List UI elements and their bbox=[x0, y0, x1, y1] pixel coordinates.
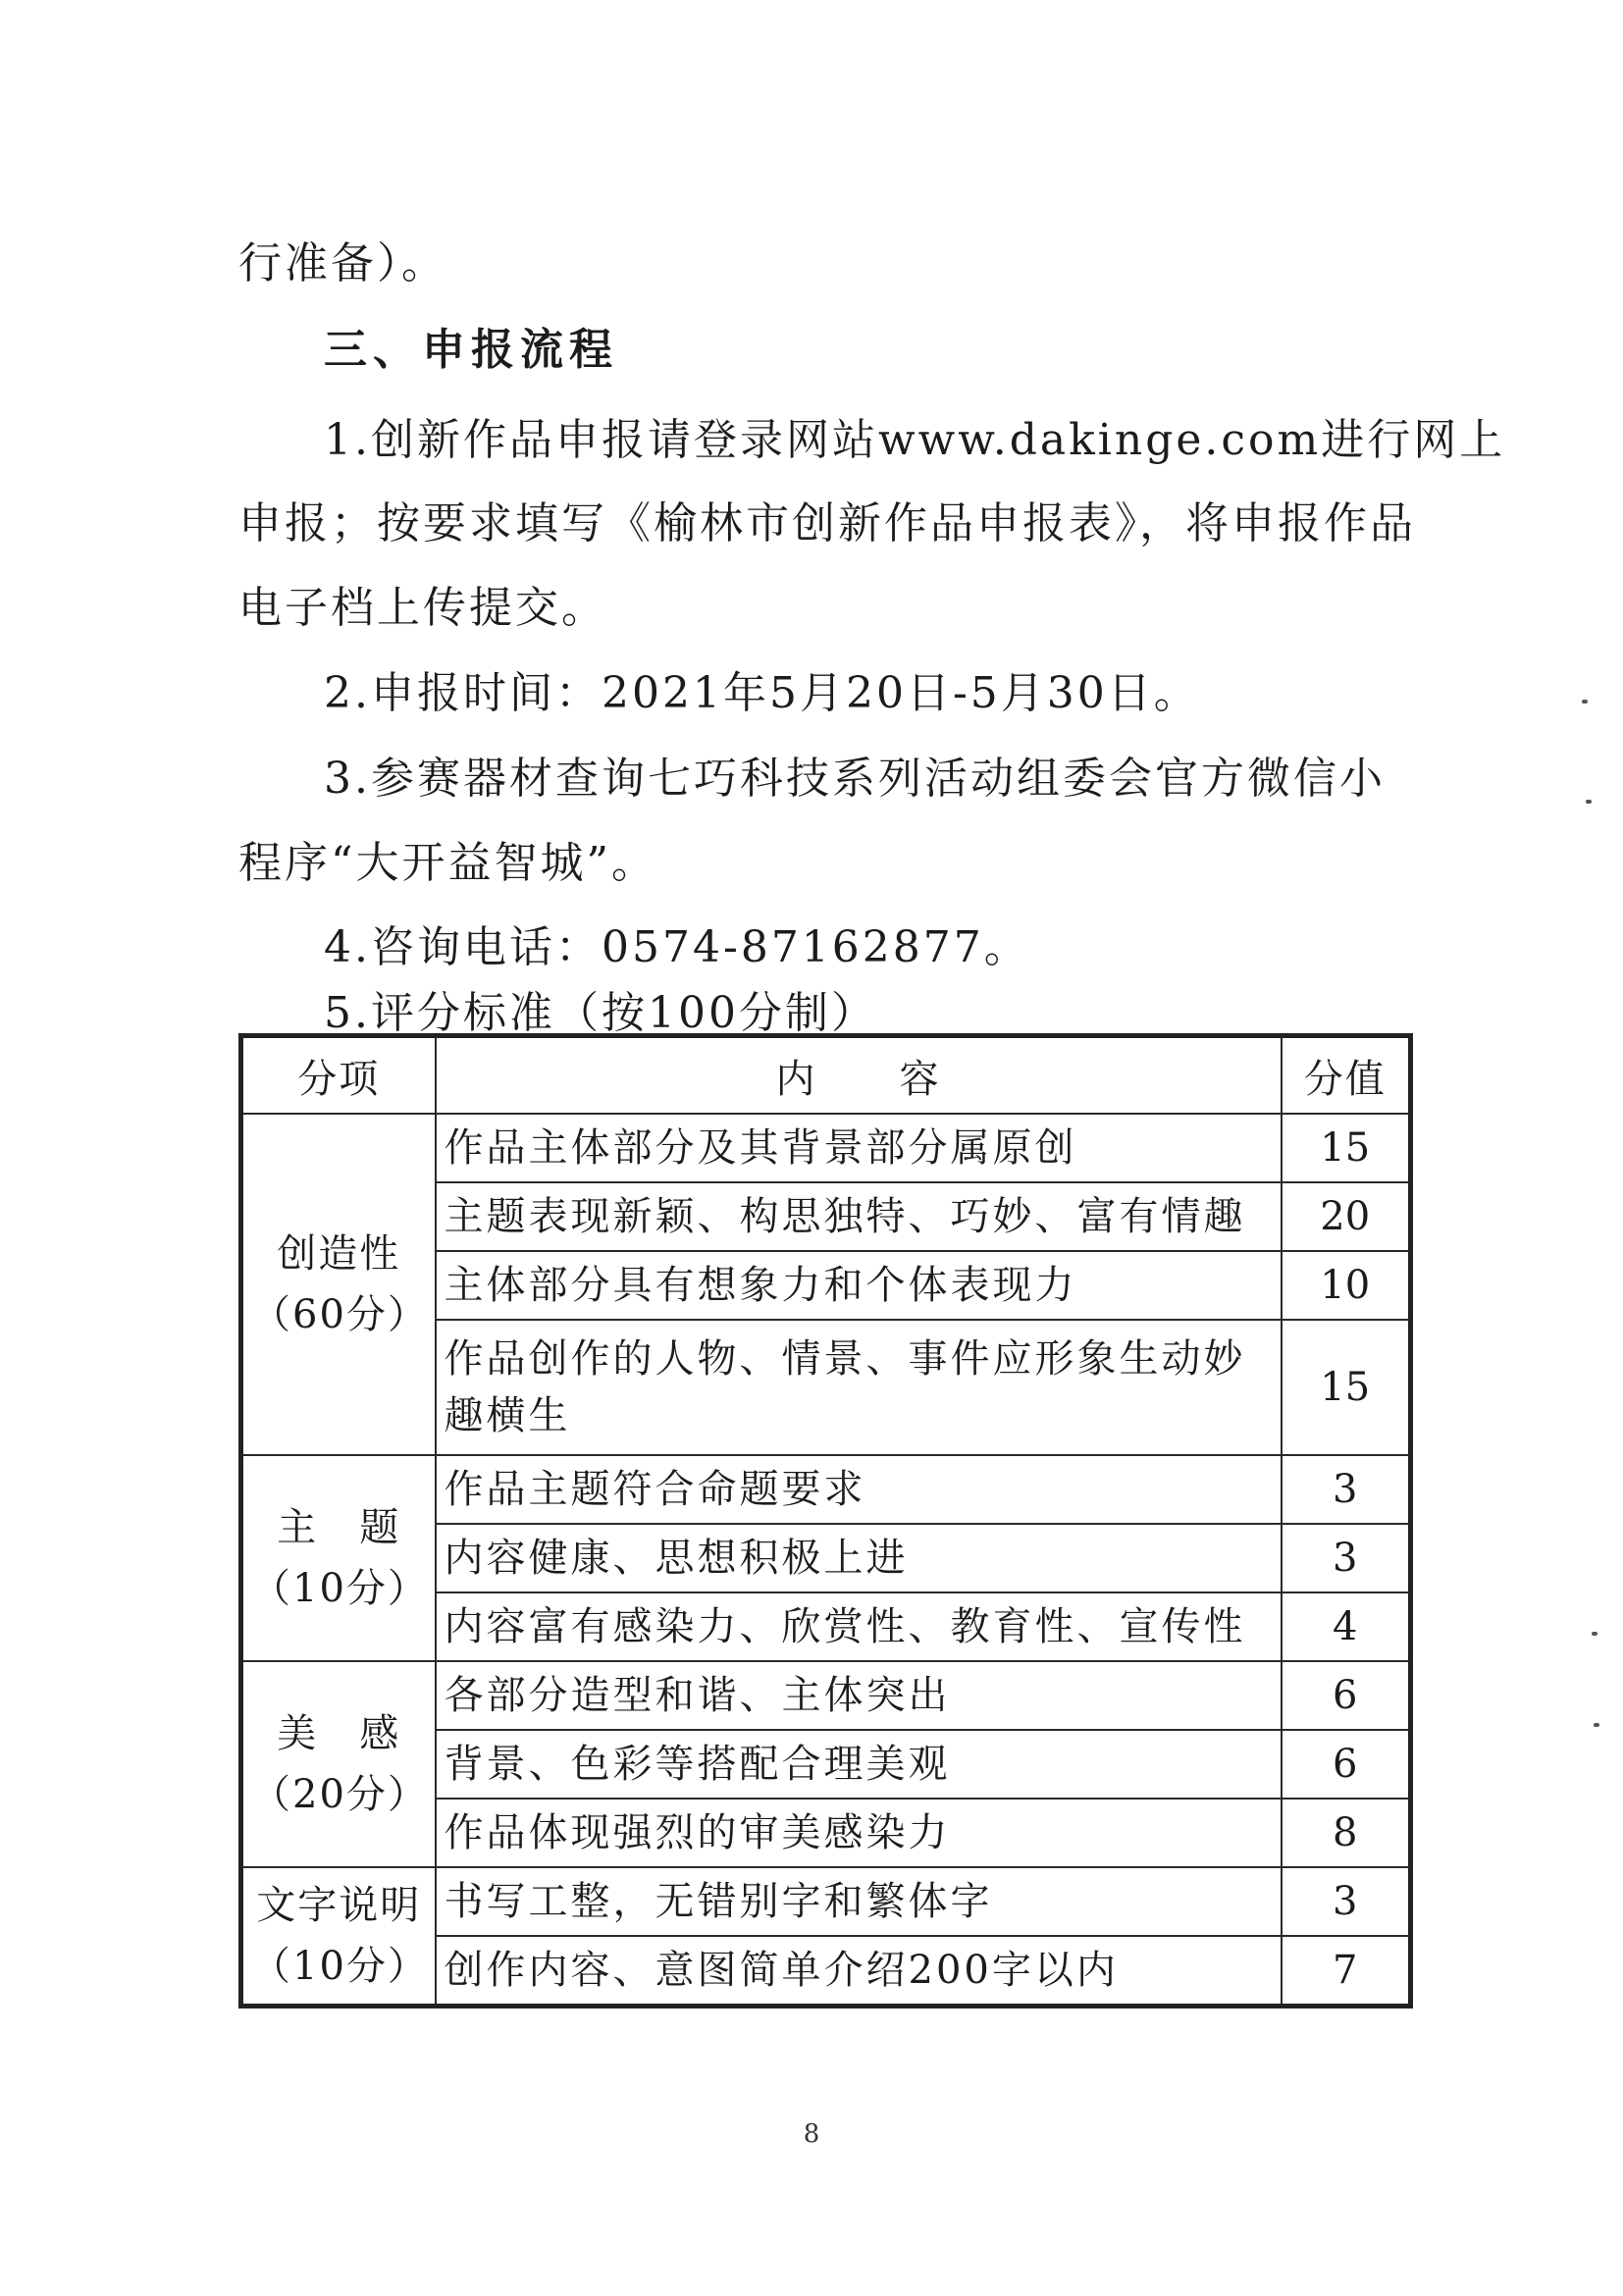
criterion-text: 内容健康、思想积极上进 bbox=[436, 1524, 1282, 1592]
category-name: 创造性 bbox=[277, 1231, 401, 1277]
criterion-text: 作品主体部分及其背景部分属原创 bbox=[436, 1114, 1282, 1182]
criterion-text: 创作内容、意图简单介绍200字以内 bbox=[436, 1936, 1282, 2007]
header-score: 分值 bbox=[1282, 1036, 1411, 1115]
criterion-score: 7 bbox=[1282, 1936, 1411, 2007]
paragraph-1-line-2: 申报；按要求填写《榆林市创新作品申报表》，将申报作品 bbox=[238, 498, 1416, 548]
page-number: 8 bbox=[803, 2119, 820, 2149]
category-cell bbox=[241, 1455, 436, 1661]
category-cell bbox=[241, 1867, 436, 2007]
criterion-text: 作品创作的人物、情景、事件应形象生动妙趣横生 bbox=[436, 1320, 1282, 1455]
body-line: 行准备）。 bbox=[238, 238, 447, 288]
category-points: （10分） bbox=[251, 1566, 429, 1611]
paragraph-5: 5.评分标准（按100分制） bbox=[324, 988, 877, 1038]
criterion-score: 15 bbox=[1282, 1320, 1411, 1455]
category-name: 美 感 bbox=[277, 1711, 401, 1756]
paragraph-2: 2.申报时间：2021年5月20日-5月30日。 bbox=[324, 668, 1200, 718]
criterion-score: 4 bbox=[1282, 1592, 1411, 1661]
criterion-score: 3 bbox=[1282, 1867, 1411, 1936]
paragraph-1-line-1: 1.创新作品申报请登录网站www.dakinge.com进行网上 bbox=[324, 415, 1506, 465]
scan-speck bbox=[1582, 700, 1588, 704]
criterion-text: 各部分造型和谐、主体突出 bbox=[436, 1661, 1282, 1730]
table-row bbox=[241, 1455, 1411, 1524]
criterion-score: 8 bbox=[1282, 1799, 1411, 1867]
scoring-table bbox=[238, 1033, 1413, 2009]
criterion-score: 15 bbox=[1282, 1114, 1411, 1182]
scan-speck bbox=[1586, 800, 1592, 804]
category-points: （20分） bbox=[251, 1772, 429, 1817]
criterion-score: 3 bbox=[1282, 1524, 1411, 1592]
section-heading: 三、申报流程 bbox=[324, 325, 618, 375]
category-cell bbox=[241, 1661, 436, 1867]
criterion-score: 6 bbox=[1282, 1730, 1411, 1799]
category-cell bbox=[241, 1114, 436, 1455]
header-content: 内 容 bbox=[436, 1036, 1282, 1115]
table-row bbox=[241, 1661, 1411, 1730]
category-name: 主 题 bbox=[277, 1505, 401, 1550]
scan-speck bbox=[1592, 1632, 1597, 1636]
category-name: 文字说明 bbox=[256, 1883, 422, 1928]
table-row bbox=[241, 1114, 1411, 1182]
paragraph-3-line-2: 程序“大开益智城”。 bbox=[238, 838, 657, 888]
criterion-score: 10 bbox=[1282, 1251, 1411, 1320]
category-points: （10分） bbox=[251, 1944, 429, 1989]
criterion-score: 3 bbox=[1282, 1455, 1411, 1524]
table-row bbox=[241, 1867, 1411, 1936]
criterion-score: 6 bbox=[1282, 1661, 1411, 1730]
criterion-text: 书写工整，无错别字和繁体字 bbox=[436, 1867, 1282, 1936]
paragraph-4: 4.咨询电话：0574-87162877。 bbox=[324, 922, 1030, 972]
criterion-text: 主体部分具有想象力和个体表现力 bbox=[436, 1251, 1282, 1320]
scan-speck bbox=[1594, 1723, 1599, 1727]
category-points: （60分） bbox=[251, 1292, 429, 1337]
paragraph-1-line-3: 电子档上传提交。 bbox=[238, 583, 607, 633]
header-category: 分项 bbox=[241, 1036, 436, 1115]
criterion-score: 20 bbox=[1282, 1182, 1411, 1251]
criterion-text: 内容富有感染力、欣赏性、教育性、宣传性 bbox=[436, 1592, 1282, 1661]
table-header-row bbox=[241, 1036, 1411, 1115]
criterion-text: 主题表现新颖、构思独特、巧妙、富有情趣 bbox=[436, 1182, 1282, 1251]
criterion-text: 作品主题符合命题要求 bbox=[436, 1455, 1282, 1524]
criterion-text: 背景、色彩等搭配合理美观 bbox=[436, 1730, 1282, 1799]
criterion-text: 作品体现强烈的审美感染力 bbox=[436, 1799, 1282, 1867]
paragraph-3-line-1: 3.参赛器材查询七巧科技系列活动组委会官方微信小 bbox=[324, 754, 1386, 804]
